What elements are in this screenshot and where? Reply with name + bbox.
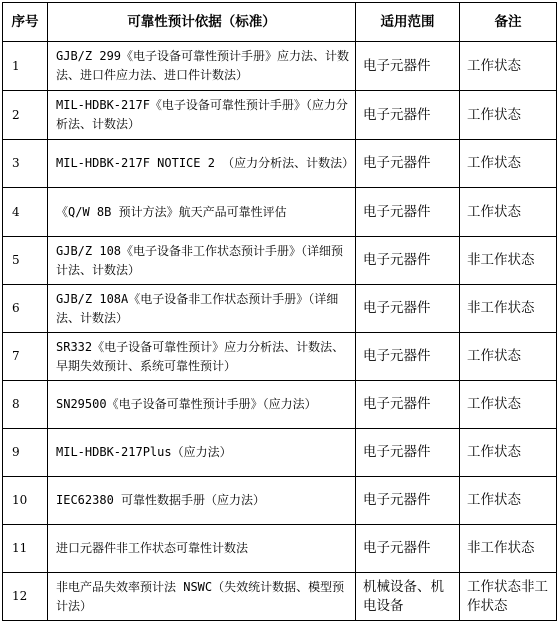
row-no: 12	[3, 573, 48, 621]
row-note: 非工作状态	[460, 285, 557, 333]
row-note: 工作状态	[460, 477, 557, 525]
row-scope: 电子元器件	[356, 525, 460, 573]
reliability-standards-table	[2, 2, 557, 621]
row-basis: MIL-HDBK-217F NOTICE 2 （应力分析法、计数法）	[48, 140, 356, 188]
table-row	[3, 333, 557, 381]
row-no: 10	[3, 477, 48, 525]
row-scope: 电子元器件	[356, 429, 460, 477]
row-no: 9	[3, 429, 48, 477]
row-scope: 电子元器件	[356, 188, 460, 237]
table-row	[3, 188, 557, 237]
row-basis: SR332《电子设备可靠性预计》应力分析法、计数法、早期失效预计、系统可靠性预计）	[48, 333, 356, 381]
row-basis: IEC62380 可靠性数据手册（应力法）	[48, 477, 356, 525]
row-basis: SN29500《电子设备可靠性预计手册》（应力法）	[48, 381, 356, 429]
table-row	[3, 525, 557, 573]
row-note: 非工作状态	[460, 237, 557, 285]
row-basis: 非电产品失效率预计法 NSWC（失效统计数据、模型预计法）	[48, 573, 356, 621]
header-basis: 可靠性预计依据（标准）	[48, 3, 356, 42]
row-note: 工作状态非工作状态	[460, 573, 557, 621]
row-basis: GJB/Z 108《电子设备非工作状态预计手册》（详细预计法、计数法）	[48, 237, 356, 285]
row-basis: MIL-HDBK-217Plus（应力法）	[48, 429, 356, 477]
row-no: 7	[3, 333, 48, 381]
row-note: 工作状态	[460, 381, 557, 429]
row-basis: GJB/Z 108A《电子设备非工作状态预计手册》（详细法、计数法）	[48, 285, 356, 333]
row-note: 工作状态	[460, 91, 557, 140]
row-note: 工作状态	[460, 333, 557, 381]
row-no: 3	[3, 140, 48, 188]
table-row	[3, 381, 557, 429]
row-scope: 电子元器件	[356, 140, 460, 188]
table-header	[3, 3, 557, 42]
row-scope: 电子元器件	[356, 285, 460, 333]
row-scope: 电子元器件	[356, 333, 460, 381]
row-note: 非工作状态	[460, 525, 557, 573]
row-basis: 进口元器件非工作状态可靠性计数法	[48, 525, 356, 573]
row-scope: 电子元器件	[356, 381, 460, 429]
row-note: 工作状态	[460, 42, 557, 91]
table-row	[3, 429, 557, 477]
row-note: 工作状态	[460, 140, 557, 188]
row-no: 1	[3, 42, 48, 91]
row-basis: 《Q/W 8B 预计方法》航天产品可靠性评估	[48, 188, 356, 237]
row-no: 5	[3, 237, 48, 285]
table-row	[3, 285, 557, 333]
header-scope: 适用范围	[356, 3, 460, 42]
row-scope: 电子元器件	[356, 477, 460, 525]
row-no: 6	[3, 285, 48, 333]
row-basis: MIL-HDBK-217F《电子设备可靠性预计手册》（应力分析法、计数法）	[48, 91, 356, 140]
row-note: 工作状态	[460, 429, 557, 477]
header-row	[3, 3, 557, 42]
row-basis: GJB/Z 299《电子设备可靠性预计手册》应力法、计数法、进口件应力法、进口件计数法）	[48, 42, 356, 91]
table-row	[3, 140, 557, 188]
header-note: 备注	[460, 3, 557, 42]
row-scope: 电子元器件	[356, 91, 460, 140]
table-row	[3, 573, 557, 621]
row-no: 11	[3, 525, 48, 573]
table-row	[3, 237, 557, 285]
row-scope: 电子元器件	[356, 42, 460, 91]
header-no: 序号	[3, 3, 48, 42]
table-body	[3, 42, 557, 621]
row-no: 4	[3, 188, 48, 237]
table-row	[3, 477, 557, 525]
row-no: 8	[3, 381, 48, 429]
table-row	[3, 91, 557, 140]
row-note: 工作状态	[460, 188, 557, 237]
row-scope: 机械设备、机电设备	[356, 573, 460, 621]
table-row	[3, 42, 557, 91]
row-no: 2	[3, 91, 48, 140]
row-scope: 电子元器件	[356, 237, 460, 285]
